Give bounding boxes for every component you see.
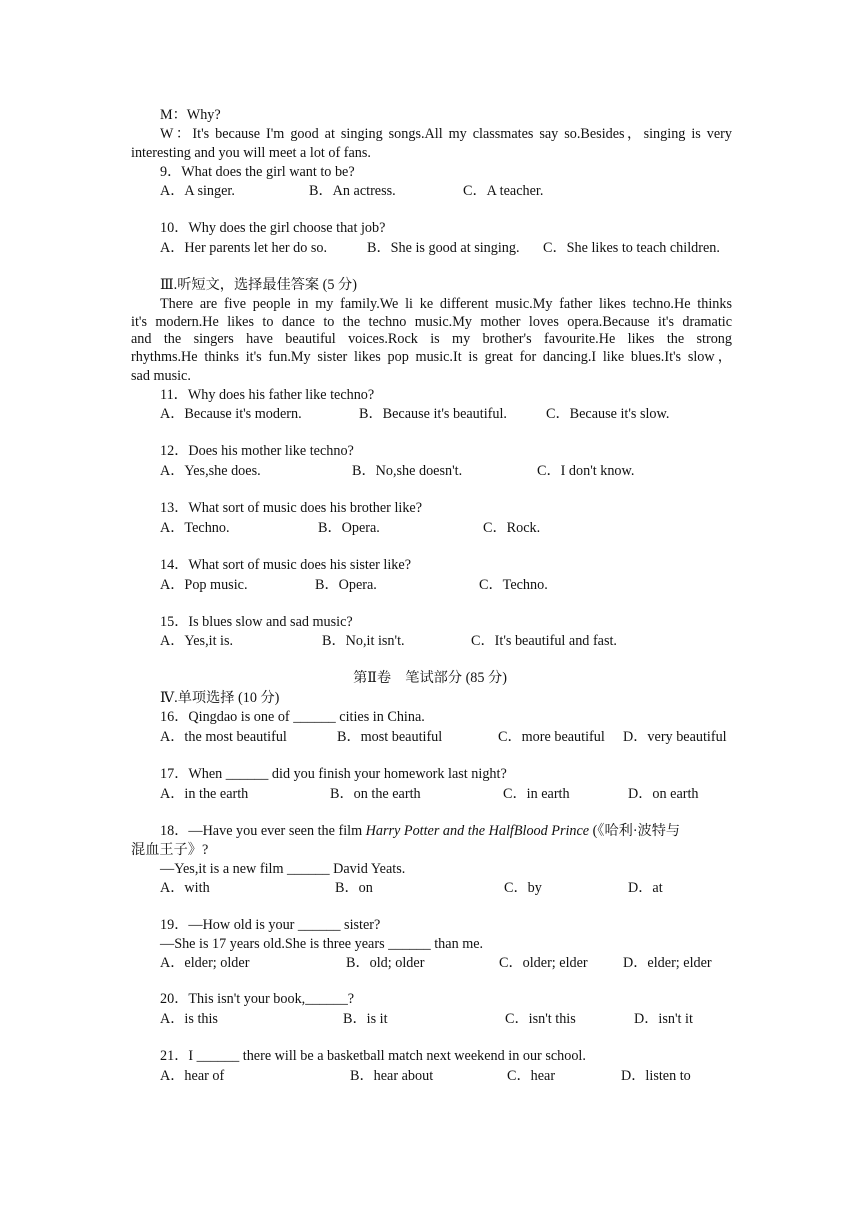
passage-line: it's modern.He likes to dance to the techno music.My mother loves opera.Because it's dramatic — [131, 314, 732, 330]
option-c: C．more beautiful — [498, 729, 605, 745]
option-d: D．listen to — [621, 1068, 691, 1084]
part-title: 第Ⅱ卷 笔试部分 (85 分) — [353, 670, 507, 686]
option-c: C．Because it's slow. — [546, 406, 670, 422]
option-a: A．is this — [160, 1011, 218, 1027]
option-b: B．No,she doesn't. — [352, 463, 463, 479]
option-b: B．on — [335, 880, 373, 896]
question-stem: 11．Why does his father like techno? — [160, 387, 375, 403]
film-title: Harry Potter and the HalfBlood Prince — [365, 823, 590, 839]
option-b: B．is it — [343, 1011, 388, 1027]
option-d: D．elder; elder — [623, 955, 712, 971]
option-b: B．hear about — [350, 1068, 434, 1084]
question-stem: 17．When ______ did you finish your homework last night? — [160, 766, 507, 782]
option-a: A．Pop music. — [160, 577, 248, 593]
stem-suffix: (《哈利·波特与 — [589, 823, 681, 839]
option-a: A．the most beautiful — [160, 729, 287, 745]
option-d: D．on earth — [628, 786, 699, 802]
option-a: A．A singer. — [160, 183, 235, 199]
option-a: A．Her parents let her do so. — [160, 240, 328, 256]
option-c: C．I don't know. — [537, 463, 635, 479]
question-stem — [160, 822, 680, 840]
option-b: B．No,it isn't. — [322, 633, 405, 649]
option-c: C．Rock. — [483, 520, 541, 536]
option-d: D．at — [628, 880, 663, 896]
dialogue-m-line: M：Why? — [160, 107, 221, 123]
option-a: A．Yes,she does. — [160, 463, 261, 479]
option-d: D．very beautiful — [623, 729, 727, 745]
question-stem: 14．What sort of music does his sister like? — [160, 557, 411, 573]
option-c: C．She likes to teach children. — [543, 240, 720, 256]
option-d: D．isn't it — [634, 1011, 693, 1027]
stem-prefix: 18．—Have you ever seen the film — [160, 823, 366, 839]
option-a: A．Yes,it is. — [160, 633, 234, 649]
question-stem: 10．Why does the girl choose that job? — [160, 220, 386, 236]
option-c: C．hear — [507, 1068, 556, 1084]
option-c: C．It's beautiful and fast. — [471, 633, 617, 649]
option-a: A．Because it's modern. — [160, 406, 302, 422]
question-stem-cont: 混血王子》? — [131, 842, 209, 858]
dialogue-w-line: W：It's because I'm good at singing songs.All my classmates say so.Besides，singing is very — [160, 126, 732, 142]
option-b: B．She is good at singing. — [367, 240, 520, 256]
option-c: C．isn't this — [505, 1011, 576, 1027]
question-stem: 13．What sort of music does his brother like? — [160, 500, 423, 516]
option-c: C．by — [504, 880, 542, 896]
dialogue-w-line-cont: interesting and you will meet a lot of fans. — [131, 145, 371, 161]
option-b: B．old; older — [346, 955, 425, 971]
question-stem: 19．—How old is your ______ sister? — [160, 917, 381, 933]
option-c: C．older; elder — [499, 955, 588, 971]
section-heading: Ⅳ.单项选择 (10 分) — [160, 690, 280, 706]
option-b: B．most beautiful — [337, 729, 443, 745]
question-stem: 15．Is blues slow and sad music? — [160, 614, 353, 630]
option-b: B．Opera. — [315, 577, 377, 593]
option-b: B．on the earth — [330, 786, 421, 802]
section-heading: Ⅲ.听短文，选择最佳答案 (5 分) — [160, 277, 357, 293]
passage-line: rhythms.He thinks it's fun.My sister likes pop music.It is great for dancing.I like blues.It's slow， — [131, 349, 732, 365]
question-stem: 9．What does the girl want to be? — [160, 164, 355, 180]
option-a: A．hear of — [160, 1068, 225, 1084]
option-a: A．Techno. — [160, 520, 230, 536]
passage-line: There are five people in my family.We li ke different music.My father likes techno.He thinks — [160, 296, 732, 312]
option-b: B．Opera. — [318, 520, 380, 536]
question-stem: 20．This isn't your book,______? — [160, 991, 355, 1007]
option-c: C．A teacher. — [463, 183, 544, 199]
question-stem: 12．Does his mother like techno? — [160, 443, 354, 459]
option-c: C．in earth — [503, 786, 570, 802]
passage-line: and the singers have beautiful voices.Rock is my brother's favourite.He likes the strong — [131, 331, 732, 347]
question-stem: 21．I ______ there will be a basketball match next weekend in our school. — [160, 1048, 586, 1064]
reply-line: —She is 17 years old.She is three years ______ than me. — [160, 936, 484, 952]
option-c: C．Techno. — [479, 577, 548, 593]
reply-line: —Yes,it is a new film ______ David Yeats. — [160, 861, 406, 877]
passage-line: sad music. — [131, 368, 191, 384]
option-a: A．with — [160, 880, 210, 896]
option-b: B．Because it's beautiful. — [359, 406, 507, 422]
option-a: A．in the earth — [160, 786, 249, 802]
option-a: A．elder; older — [160, 955, 250, 971]
option-b: B．An actress. — [309, 183, 396, 199]
question-stem: 16．Qingdao is one of ______ cities in China. — [160, 709, 425, 725]
